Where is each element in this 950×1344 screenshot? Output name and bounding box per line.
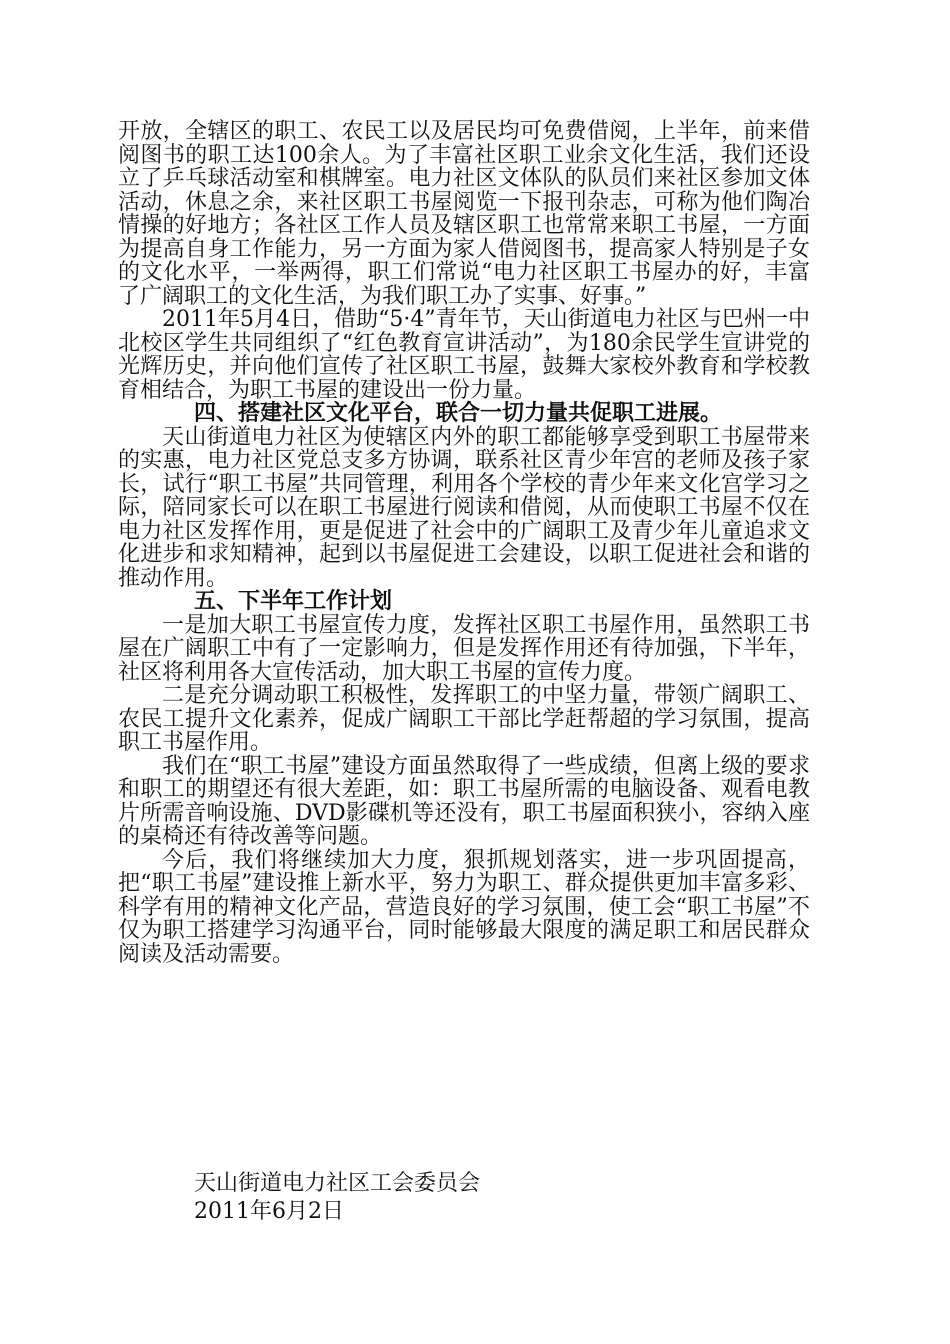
signature-block: [194, 1170, 480, 1226]
document-body: [118, 120, 810, 966]
paragraph-plan-two: 二是充分调动职工积极性，发挥职工的中坚力量，带领广阔职工、农民工提升文化素养，促成广阔职工干部比学赶帮超的学习氛围，提高职工书屋作用。: [118, 683, 810, 755]
section-heading-5: 五、下半年工作计划: [194, 588, 393, 614]
section-heading-4: 四、搭建社区文化平台，联合一切力量共促职工进展。: [194, 400, 723, 426]
signature-organization: 天山街道电力社区工会委员会: [194, 1171, 481, 1196]
paragraph-book-house-opening: 开放，全辖区的职工、农民工以及居民均可免费借阅，上半年，前来借阅图书的职工达100余人。为了丰富社区职工业余文化生活，我们还设立了乒乓球活动室和棋牌室。电力社区文体队的队员们来社区参加文体活动，休息之余，来社区职工书屋阅览一下报刊杂志，可称为他们陶冶情操的好地方；各社区工作人员及辖区职工也常常来职工书屋，一方面为提高自身工作能力，另一方面为家人借阅图书，提高家人特别是子女的文化水平，一举两得，职工们常说“电力社区职工书屋办的好，丰富了广阔职工的文化生活，为我们职工办了实事、好事。”: [118, 119, 810, 309]
paragraph-plan-one: 一是加大职工书屋宣传力度，发挥社区职工书屋作用，虽然职工书屋在广阔职工中有了一定影响力，但是发挥作用还有待加强，下半年，社区将利用各大宣传活动，加大职工书屋的宣传力度。: [118, 612, 810, 685]
paragraph-shortcomings: 我们在“职工书屋”建设方面虽然取得了一些成绩，但离上级的要求和职工的期望还有很大差距，如：职工书屋所需的电脑设备、观看电教片所需音响设施、DVD影碟机等还没有，职工书屋面积狭小，容纳入座的桌椅还有待改善等问题。: [118, 753, 810, 849]
paragraph-future-work: 今后，我们将继续加大力度，狠抓规划落实，进一步巩固提高，把“职工书屋”建设推上新水平，努力为职工、群众提供更加丰富多彩、科学有用的精神文化产品，营造良好的学习氛围，使工会“职工书屋”不仅为职工搭建学习沟通平台，同时能够最大限度的满足职工和居民群众阅读及活动需要。: [118, 847, 810, 967]
signature-date: 2011年6月2日: [194, 1199, 344, 1224]
paragraph-cultural-platform: 天山街道电力社区为使辖区内外的职工都能够享受到职工书屋带来的实惠，电力社区党总支多方协调，联系社区青少年宫的老师及孩子家长，试行“职工书屋”共同管理，利用各个学校的青少年来文化宫学习之际，陪同家长可以在职工书屋进行阅读和借阅，从而使职工书屋不仅在电力社区发挥作用，更是促进了社会中的广阔职工及青少年儿童追求文化进步和求知精神，起到以书屋促进工会建设，以职工促进社会和谐的推动作用。: [118, 424, 810, 591]
paragraph-youth-day-activity: 2011年5月4日，借助“5·4”青年节，天山街道电力社区与巴州一中北校区学生共同组织了“红色教育宣讲活动”，为180余民学生宣讲党的光辉历史，并向他们宣传了社区职工书屋，鼓舞大家校外教育和学校教育相结合，为职工书屋的建设出一份力量。: [118, 307, 810, 403]
